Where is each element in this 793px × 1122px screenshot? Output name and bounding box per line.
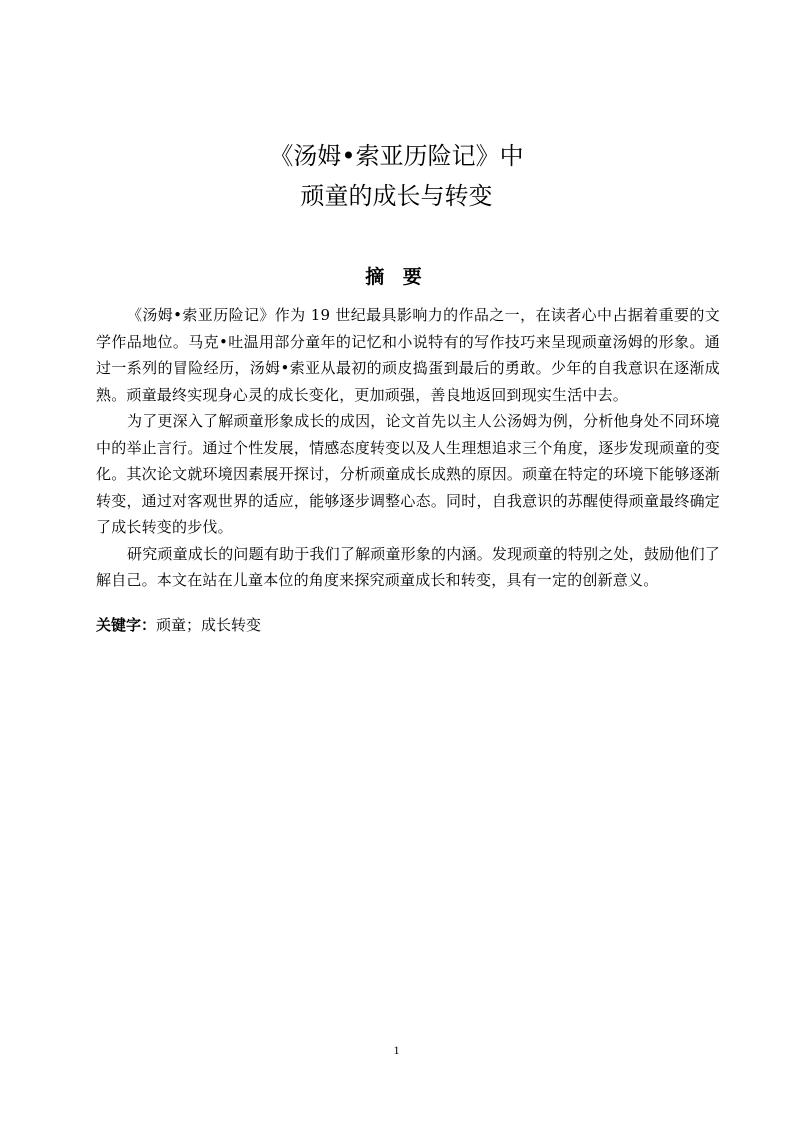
- abstract-body: [96, 302, 720, 594]
- document-title-line-2: 顽童的成长与转变: [300, 182, 493, 210]
- abstract-heading: 摘 要: [365, 266, 428, 288]
- abstract-paragraph-1: 《汤姆•索亚历险记》作为 19 世纪最具影响力的作品之一，在读者心中占据着重要的文学作品地位。马克•吐温用部分童年的记忆和小说特有的写作技巧来呈现顽童汤姆的形象。通过一系列的冒险经历，汤姆•索亚从最初的顽皮捣蛋到最后的勇敢。少年的自我意识在逐渐成熟。顽童最终实现身心灵的成长变化，更加顽强，善良地返回到现实生活中去。: [96, 306, 720, 404]
- document-title-line-1: 《汤姆•索亚历险记》中: [269, 142, 524, 170]
- keywords-value: 顽童；成长转变: [156, 616, 262, 634]
- abstract-paragraph-3: 研究顽童成长的问题有助于我们了解顽童形象的内涵。发现顽童的特别之处，鼓励他们了解自己。本文在站在儿童本位的角度来探究顽童成长和转变，具有一定的创新意义。: [96, 544, 720, 589]
- keywords-label: 关键字：: [96, 616, 157, 634]
- keywords-line: [96, 612, 720, 638]
- page-number: 1: [393, 1043, 400, 1057]
- abstract-paragraph-2: 为了更深入了解顽童形象成长的成因，论文首先以主人公汤姆为例，分析他身处不同环境中的举止言行。通过个性发展，情感态度转变以及人生理想追求三个角度，逐步发现顽童的变化。其次论文就环境因素展开探讨，分析顽童成长成熟的原因。顽童在特定的环境下能够逐渐转变，通过对客观世界的适应，能够逐步调整心态。同时，自我意识的苏醒使得顽童最终确定了成长转变的步伐。: [96, 412, 720, 536]
